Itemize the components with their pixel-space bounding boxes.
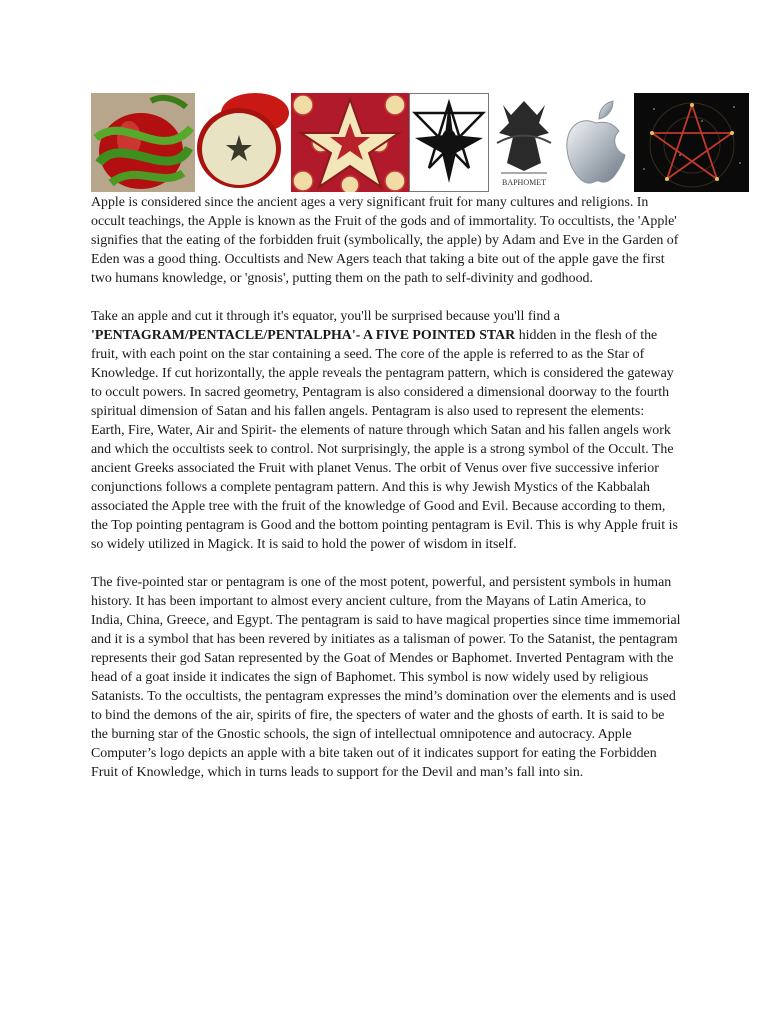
apple-logo-image	[559, 93, 634, 192]
paragraph-pentagram-history: The five-pointed star or pentagram is one of the most potent, powerful, and persistent symbols in human history. It has been important to almost every ancient culture, from the Mayans of Latin America, to India, China, Greece, and Egypt. The pentagram is said to have magical properties since time immemorial and it is a symbol that has been revered by initiates as a talisman of power. To the Satanist, the pentagram represents their god Satan represented by the Goat of Mendes or Baphomet. Inverted Pentagram with the head of a goat inside it indicates the sign of Baphomet. This symbol is now widely used by religious Satanists. To the occultists, the pentagram expresses the mind’s domination over the elements and is used to bind the demons of the air, spirits of fire, the specters of water and the ghosts of earth. It is said to be the burning star of the Gnostic schools, the sign of intellectual omnipotence and autocracy. Apple Computer’s logo depicts an apple with a bite taken out of it indicates support for eating the Forbidden Fruit of Knowledge, which in turns leads to support for the Devil and man’s fall into sin.	[91, 575, 681, 780]
article-body	[91, 193, 681, 782]
paragraph-intro-text: Take an apple and cut it through it's equator, you'll be surprised because you'll find a	[91, 309, 560, 324]
paragraph-pentagram-in-apple	[91, 307, 681, 554]
banner-image-strip	[91, 93, 749, 192]
paragraph-apple-occult: Apple is considered since the ancient ages a very significant fruit for many cultures and religions. In occult teachings, the Apple is known as the Fruit of the gods and of immortality. To occultists, the 'Apple' signifies that the eating of the forbidden fruit (symbolically, the apple) by Adam and Eve in the Garden of Eden was a good thing. Occultists and New Agers teach that taking a bite out of the apple gave the first two humans knowledge, or 'gnosis', putting them on the path to self-divinity and godhood.	[91, 195, 679, 286]
paragraph-body-text: hidden in the flesh of the fruit, with each point on the star containing a seed. The core of the apple is referred to as the Star of Knowledge. If cut horizontally, the apple reveals the pentagram pattern, which is considered the gateway to occult powers. In sacred geometry, Pentagram is also considered a dimensional doorway to the fourth spiritual dimension of Satan and his fallen angels. Pentagram is also used to represent the elements: Earth, Fire, Water, Air and Spirit- the elements of nature through which Satan and his fallen angels work and which the occultists seek to control. Not surprisingly, the apple is a strong symbol of the Occult. The ancient Greeks associated the Fruit with planet Venus. The orbit of Venus over five successive inferior conjunctions follows a complete pentagram pattern. And this is why Jewish Mystics of the Kabbalah associated the Apple tree with the fruit of the knowledge of Good and Evil. Because according to them, the Top pointing pentagram is Good and the bottom pointing pentagram is Evil. This is why Apple fruit is so widely utilized in Magick. It is said to hold the power of wisdom in itself.	[91, 328, 678, 552]
baphomet-caption: BAPHOMET	[501, 178, 547, 187]
baphomet-pentagram-image	[409, 93, 489, 192]
snake-apple-image	[91, 93, 195, 192]
baphomet-drawing-image	[489, 93, 559, 192]
apple-pentagram-image	[291, 93, 409, 192]
pentagram-bold-heading: 'PENTAGRAM/PENTACLE/PENTALPHA'- A FIVE POINTED STAR	[91, 328, 516, 343]
sliced-apple-image	[195, 93, 291, 192]
venus-pentagram-orbit-image	[634, 93, 749, 192]
